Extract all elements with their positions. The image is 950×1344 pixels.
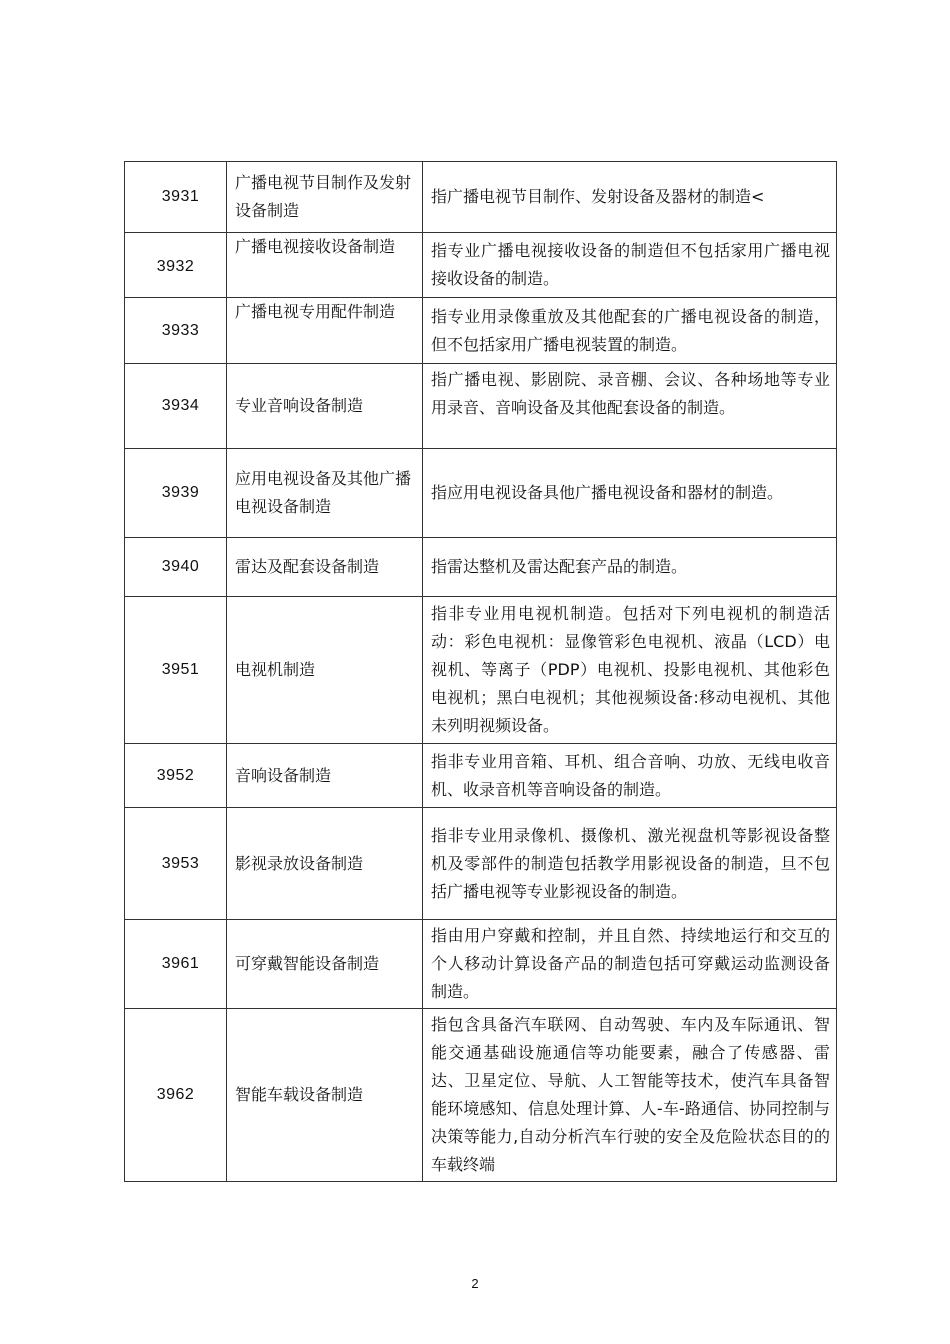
table-row	[125, 597, 837, 744]
industry-description: 指雷达整机及雷达配套产品的制造。	[423, 538, 837, 597]
industry-name: 可穿戴智能设备制造	[227, 920, 423, 1009]
industry-name: 广播电视接收设备制造	[227, 233, 423, 298]
industry-name: 雷达及配套设备制造	[227, 538, 423, 597]
table-row	[125, 538, 837, 597]
table-row	[125, 233, 837, 298]
industry-description: 指应用电视设备具他广播电视设备和器材的制造。	[423, 449, 837, 538]
industry-description: 指广播电视、影剧院、录音棚、会议、各种场地等专业用录音、音响设备及其他配套设备的制造。	[423, 364, 837, 449]
industry-description: 指由用户穿戴和控制，并且自然、持续地运行和交互的个人移动计算设备产品的制造包括可穿戴运动监测设备制造。	[423, 920, 837, 1009]
industry-name: 电视机制造	[227, 597, 423, 744]
industry-name: 影视录放设备制造	[227, 808, 423, 920]
industry-code: 3932	[125, 233, 227, 298]
industry-description: 指非专业用录像机、摄像机、激光视盘机等影视设备整机及零部件的制造包括教学用影视设备的制造，旦不包括广播电视等专业影视设备的制造。	[423, 808, 837, 920]
industry-name: 专业音响设备制造	[227, 364, 423, 449]
industry-code: 3934	[125, 364, 227, 449]
industry-code: 3940	[125, 538, 227, 597]
table-row	[125, 920, 837, 1009]
table-row	[125, 298, 837, 364]
page-number: 2	[471, 1276, 479, 1291]
industry-code: 3962	[125, 1009, 227, 1182]
industry-description: 指专业广播电视接收设备的制造但不包括家用广播电视接收设备的制造。	[423, 233, 837, 298]
industry-name: 智能车载设备制造	[227, 1009, 423, 1182]
industry-code: 3952	[125, 744, 227, 808]
industry-classification-table	[124, 161, 837, 1182]
industry-description: 指广播电视节目制作、发射设备及器材的制造<	[423, 162, 837, 233]
industry-code: 3961	[125, 920, 227, 1009]
table-row	[125, 808, 837, 920]
table-row	[125, 744, 837, 808]
industry-code: 3939	[125, 449, 227, 538]
table-row	[125, 162, 837, 233]
industry-description: 指非专业用电视机制造。包括对下列电视机的制造活动：彩色电视机：显像管彩色电视机、液晶（LCD）电视机、等离子（PDP）电视机、投影电视机、其他彩色电视机；黑白电视机；其他视频设备:移动电视机、其他未列明视频设备。	[423, 597, 837, 744]
industry-code: 3951	[125, 597, 227, 744]
industry-name: 广播电视节目制作及发射设备制造	[227, 162, 423, 233]
industry-name: 广播电视专用配件制造	[227, 298, 423, 364]
industry-name: 应用电视设备及其他广播电视设备制造	[227, 449, 423, 538]
industry-description: 指专业用录像重放及其他配套的广播电视设备的制造，但不包括家用广播电视装置的制造。	[423, 298, 837, 364]
industry-name: 音响设备制造	[227, 744, 423, 808]
table-row	[125, 449, 837, 538]
table-row	[125, 1009, 837, 1182]
industry-description: 指包含具备汽车联网、自动驾驶、车内及车际通讯、智能交通基础设施通信等功能要素，融合了传感器、雷达、卫星定位、导航、人工智能等技术，使汽车具备智能环境感知、信息处理计算、人-车-路通信、协同控制与决策等能力,自动分析汽车行驶的安全及危险状态目的的车载终端	[423, 1009, 837, 1182]
industry-code: 3931	[125, 162, 227, 233]
industry-code: 3953	[125, 808, 227, 920]
table-row	[125, 364, 837, 449]
industry-code: 3933	[125, 298, 227, 364]
industry-description: 指非专业用音箱、耳机、组合音响、功放、无线电收音机、收录音机等音响设备的制造。	[423, 744, 837, 808]
